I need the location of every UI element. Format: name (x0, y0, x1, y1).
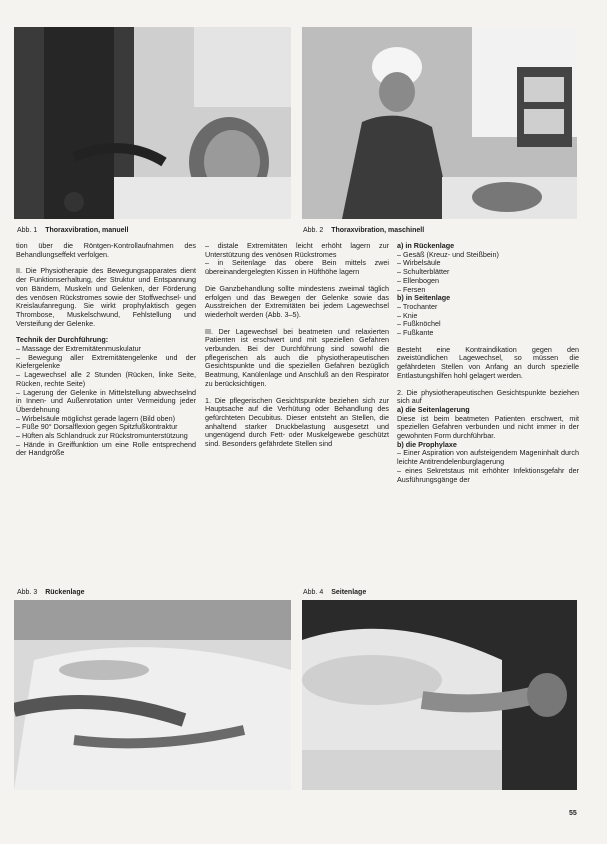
figure-title: Rückenlage (45, 589, 85, 596)
text-line: Die Ganzbehandlung sollte mindestens zweimal täglich erfolgen und das Bewegen der Gelenke sowie das Ausstreichen der Extremitäten bei jedem Lagewechsel wiederholt werden (Abb. 3–5). (205, 283, 389, 319)
photo-thoraxvibration-maschinell (302, 27, 577, 219)
text-line: III. Der Lagewechsel bei beatmeten und relaxierten Patienten ist erschwert und mit speziellen Gefahren verbunden. Bei der Durchführung sind sowohl die pflegerischen als auch die physiotherapeutischen Gesichtspunkte und die speziellen Gefahren bezüglich Beatmung, Kanülenlage und Anschluß an den Respirator zu berücksichtigen. (205, 326, 389, 388)
text-line: Diese ist beim beatmeten Patienten erschwert, mit speziellen Gefahren verbunden und nicht immer in der gewohnten Form durchführbar. (397, 413, 579, 441)
text-line: – Einer Aspiration von aufsteigendem Mageninhalt durch leichte Antitrendelenburglagerung (397, 448, 579, 467)
text-line: – Gesäß (Kreuz- und Steißbein) (397, 249, 499, 259)
text-line: – Füße 90° Dorsalflexion gegen Spitzfußkontraktur (16, 422, 178, 432)
text-line: – Fußkante (397, 328, 434, 338)
page-number: 55 (569, 810, 577, 817)
text-column-2 (205, 242, 389, 449)
text-line: tion über die Röntgen-Kontrollaufnahmen des Behandlungseffekt verfolgen. (16, 241, 196, 259)
figure-number: Abb. 2 (303, 227, 324, 234)
figure-caption-2 (303, 227, 424, 235)
text-line: – Wirbelsäule (397, 258, 441, 268)
text-line: b) in Seitenlage (397, 293, 451, 303)
figure-number: Abb. 4 (303, 589, 324, 596)
text-line: 1. Die pflegerischen Gesichtspunkte beziehen sich zur Hauptsache auf die Verhütung oder Behandlung des gefürchteten Decubitus. Dieser entsteht an Stellen, die anhaltend starker Druckbelastung ausgesetzt und ungenügend durch Fett- oder Muskelgewebe geschützt sind. Besonders gefährdete Stellen sind (205, 395, 389, 449)
text-line: a) in Rückenlage (397, 241, 455, 250)
text-line: Besteht eine Kontraindikation gegen den zweistündlichen Lagewechsel, so müssen die gefährdeten Stellen von Anfang an durch spezielle Entlastungshilfen hohl gelagert werden. (397, 344, 579, 380)
text-line: – distale Extremitäten leicht erhöht lagern zur Unterstützung des venösen Rückstromes (205, 241, 389, 259)
text-line: – Hände in Greiffunktion um eine Rolle entsprechend der Handgröße (16, 439, 196, 458)
figure-caption-1 (17, 227, 128, 235)
photo-seitenlage (302, 600, 577, 790)
text-line: – Hüften als Schlandruck zur Rückstromunterstützung (16, 431, 188, 441)
figure-caption-4 (303, 589, 366, 597)
photo-rueckenlage (14, 600, 291, 790)
figure-title: Seitenlage (331, 589, 367, 596)
text-line: – Massage der Extremitätenmuskulatur (16, 344, 142, 354)
text-line: 2. Die physiotherapeutischen Gesichtspunkte beziehen sich auf (397, 387, 579, 406)
text-line: – Fußknöchel (397, 319, 441, 329)
figure-title: Thoraxvibration, manuell (45, 227, 129, 234)
text-line: – Ellenbogen (397, 275, 439, 285)
figure-caption-3 (17, 589, 85, 597)
photo-thoraxvibration-manuell (14, 27, 291, 219)
text-line: – Bewegung aller Extremitätengelenke und der Kiefergelenke (16, 352, 196, 371)
text-line: – eines Sekretstaus mit erhöhter Infektionsgefahr der Ausführungsgänge der (397, 465, 579, 484)
text-line: – Fersen (397, 284, 426, 294)
text-line: – Trochanter (397, 301, 438, 311)
text-line: a) die Seitenlagerung (397, 404, 470, 414)
figure-number: Abb. 1 (17, 227, 38, 234)
text-column-1 (16, 242, 196, 458)
figure-number: Abb. 3 (17, 589, 38, 596)
text-line: – Wirbelsäule möglichst gerade lagern (Bild oben) (16, 413, 176, 423)
text-line: – in Seitenlage das obere Bein mittels zwei übereinandergelegten Kissen in Hüfthöhe lagern (205, 258, 389, 277)
text-line: – Lagewechsel alle 2 Stunden (Rücken, linke Seite, Rücken, rechte Seite) (16, 370, 196, 388)
text-line: b) die Prophylaxe (397, 439, 457, 449)
text-line: II. Die Physiotherapie des Bewegungsapparates dient der Funktionserhaltung, der Struktur und Entspannung von Bändern, Muskeln und Gelenken, der Förderung des venösen Rückstromes sowie der Stoffwechsel- und Kreislaufanregung. Sie wirkt prophylaktisch gegen Thrombose, Muskelschwund, Fehlstellung und Versteifung der Gelenke. (16, 266, 196, 328)
text-column-3 (397, 242, 579, 484)
text-line: – Lagerung der Gelenke in Mittelstellung abwechselnd in Innen- und Außenrotation unter Vermeidung jeder Überdehnung (16, 387, 196, 414)
text-line: Technik der Durchführung: (16, 335, 109, 345)
text-line: – Schulterblätter (397, 267, 450, 277)
figure-title: Thoraxvibration, maschinell (331, 227, 425, 234)
text-line: – Knie (397, 310, 418, 320)
